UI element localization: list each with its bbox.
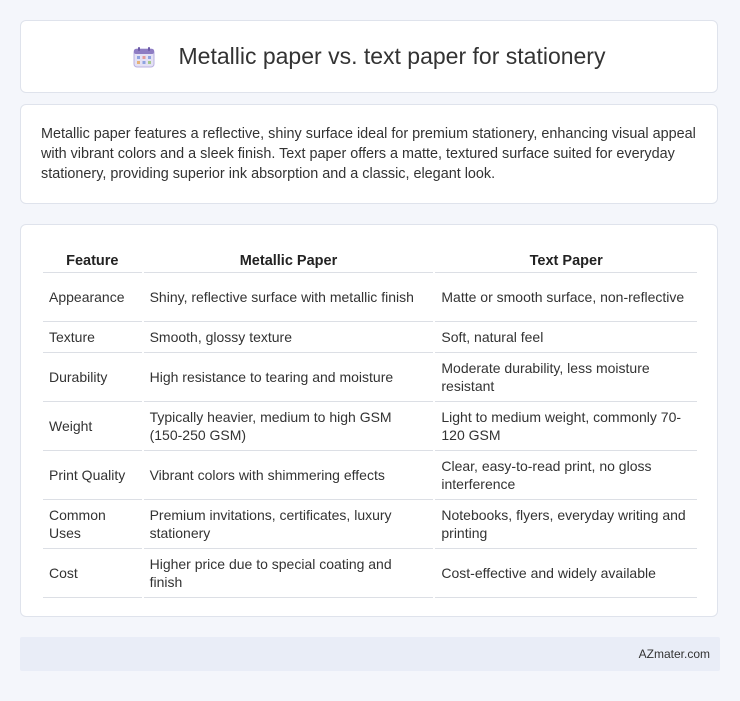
intro-text: Metallic paper features a reflective, shiny surface ideal for premium stationery, enhancing visual appeal with vibrant colors and a sleek finish. Text paper offers a matte, textured surface suited for everyday stationery, providing superior ink absorption and a classic, elegant look. [41,126,696,182]
footer-site-label: AZmater.com [638,647,710,661]
feature-cell: Appearance [43,273,142,322]
table-row [43,549,697,598]
text-paper-cell: Clear, easy-to-read print, no gloss interference [435,451,697,500]
table-row [43,353,697,402]
page-title: Metallic paper vs. text paper for stationery [178,43,606,69]
column-header-metallic-paper: Metallic Paper [144,245,434,273]
text-paper-cell: Matte or smooth surface, non-reflective [435,273,697,322]
text-paper-cell: Cost-effective and widely available [435,549,697,598]
feature-cell: Common Uses [43,500,142,549]
metallic-paper-cell: Higher price due to special coating and finish [144,549,434,598]
text-paper-cell: Light to medium weight, commonly 70-120 GSM [435,402,697,451]
metallic-paper-cell: Vibrant colors with shimmering effects [144,451,434,500]
text-paper-cell: Soft, natural feel [435,322,697,353]
metallic-paper-cell: Shiny, reflective surface with metallic finish [144,273,434,322]
feature-cell: Cost [43,549,142,598]
feature-cell: Durability [43,353,142,402]
text-paper-cell: Moderate durability, less moisture resistant [435,353,697,402]
table-row [43,322,697,353]
column-header-text-paper: Text Paper [435,245,697,273]
calendar-icon [133,46,155,68]
title-wrap [133,43,606,70]
table-row [43,451,697,500]
title-card [20,20,718,93]
comparison-table [41,245,699,598]
text-paper-cell: Notebooks, flyers, everyday writing and printing [435,500,697,549]
feature-cell: Texture [43,322,142,353]
table-row [43,500,697,549]
comparison-table-card [20,224,718,617]
footer [20,637,720,671]
feature-cell: Print Quality [43,451,142,500]
table-row [43,273,697,322]
column-header-feature: Feature [43,245,142,273]
table-row [43,402,697,451]
metallic-paper-cell: High resistance to tearing and moisture [144,353,434,402]
feature-cell: Weight [43,402,142,451]
table-header-row [43,245,697,273]
metallic-paper-cell: Typically heavier, medium to high GSM (150-250 GSM) [144,402,434,451]
metallic-paper-cell: Smooth, glossy texture [144,322,434,353]
metallic-paper-cell: Premium invitations, certificates, luxury stationery [144,500,434,549]
intro-card [20,104,718,204]
